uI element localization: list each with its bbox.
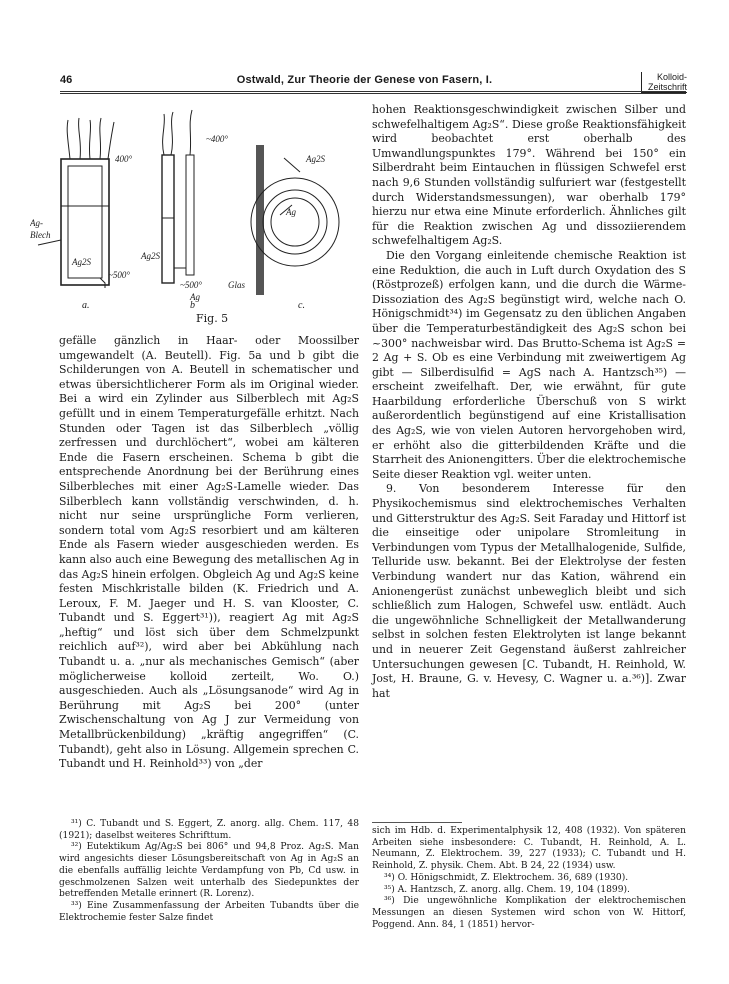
footnotes-left — [59, 819, 359, 924]
label-c: c. — [298, 300, 305, 311]
journal-name-line1: Kolloid- — [656, 72, 687, 82]
label-400-b: ~400° — [206, 134, 228, 144]
footnote-33: ³³) Eine Zusammenfassung der Arbeiten Tubandts über die Elektrochemie fester Salze findet — [59, 900, 359, 923]
footnote-separator — [372, 822, 462, 823]
right-paragraph-2: Die den Vorgang einleitende chemische Reaktion ist eine Reduktion, die auch in Luft durch Oxydation des S (Röstprozeß) erfolgen kann, und die durch die Wärme-Dissoziation des Ag₂S begünstigt wird, welche nach O. Hönigschmidt³⁴) im Gegensatz zu den üblichen Angaben über die Temperaturbeständigkeit des Ag₂S schon bei ~300° nachweisbar wird. Das Brutto-Schema ist Ag₂S = 2 Ag + S. Ob es eine Verbindung mit zweiwertigem Ag gibt — Silberdisulfid = AgS nach A. Hantzsch³⁵) — erscheint zweifelhaft. Der, wie erwähnt, für gute Haarbildung erforderliche Überschuß von S wirkt außerordentlich begünstigend auf eine Kristallisation des Ag₂S, wie von vielen Autoren hervorgehoben wird, er erhöht also die gitterbildenden Kräfte und die Starrheit des Anionengitters. Über die elektrochemische Seite dieser Reaktion vgl. weiter unten. — [372, 248, 687, 481]
running-title: Ostwald, Zur Theorie der Genese von Fasern, I. — [236, 74, 493, 86]
right-column — [372, 103, 686, 701]
footnote-35: ³⁵) A. Hantzsch, Z. anorg. allg. Chem. 19, 104 (1899). — [384, 884, 630, 895]
journal-name — [641, 72, 687, 93]
label-ag-blech-2: Blech — [30, 230, 51, 240]
scheme-c — [251, 145, 339, 295]
journal-name-line2: Zeitschrift — [647, 82, 687, 92]
left-paragraph: gefälle gänzlich in Haar- oder Moossilber umgewandelt (A. Beutell). Fig. 5a und b gibt die Schilderungen von A. Beutell in schematischer und etwas übersichtlicherer Form als im Original wieder. Bei a wird ein Zylinder aus Silberblech mit Ag₂S gefüllt und in einem Temperaturgefälle erhitzt. Nach Stunden oder Tagen ist das Silberblech „völlig zerfressen und durchlöchert“, wobei am kälteren Ende die Fasern erscheinen. Schema b gibt die entsprechende Anordnung bei der Berührung eines Silberbleches mit einer Ag₂S-Lamelle wieder. Das Silberblech kann vollständig verschwinden, d. h. nicht nur seine ursprüngliche Form verlieren, sondern total vom Ag₂S resorbiert und am kälteren Ende als Fasern wieder ausgeschieden werden. Es kann also auch eine Bewegung des metallischen Ag in das Ag₂S hinein erfolgen. Obgleich Ag und Ag₂S keine festen Mischkristalle bilden (K. Friedrich und A. Leroux, F. M. Jaeger und H. S. van Klooster, C. Tubandt und S. Eggert³¹)), reagiert Ag mit Ag₂S „heftig“ und löst sich über dem Schmelzpunkt reichlich auf³²), wird aber bei Abkühlung nach Tubandt u. a. „nur als mechanisches Gemisch“ (aber möglicherweise kolloid zerteilt, Wo. O.) ausgeschieden. Auch als „Lösungsanode“ wird Ag in Berührung mit Ag₂S bei 200° (unter Zwischenschaltung von Ag J zur Vermeidung von Metallbrückenbildung) „kräftig angegriffen“ (C. Tubandt), geht also in Lösung. Allgemein sprechen C. Tubandt und H. Reinhold³³) von „der — [59, 334, 359, 771]
page-number: 46 — [60, 74, 73, 86]
footnote-32: ³²) Eutektikum Ag/Ag₂S bei 806° und 94,8 Proz. Ag₂S. Man wird angesichts dieser Lösungsbereitschaft von Ag in Ag₂S an die ebenfalls auffällig leichte Verdampfung von Pb, Cd usw. in geschmolzenen Salzen weit unterhalb des Siedepunktes der betreffenden Metalle erinnert (R. Lorenz). — [59, 842, 359, 900]
running-header — [0, 74, 729, 98]
left-column — [59, 334, 359, 772]
header-rule — [60, 91, 686, 94]
label-a: a. — [82, 300, 90, 311]
label-ag-b: Ag — [190, 292, 200, 302]
scheme-b — [162, 110, 194, 283]
label-500-b: ~500° — [180, 280, 202, 290]
figure-caption: Fig. 5 — [196, 312, 229, 325]
footnote-31: ³¹) C. Tubandt und S. Eggert, Z. anorg. allg. Chem. 117, 48 (1921); daselbst weiteres Schrifttum. — [59, 819, 359, 841]
footnote-34: ³⁴) O. Hönigschmidt, Z. Elektrochem. 36, 689 (1930). — [384, 872, 629, 883]
footnotes-right — [372, 826, 686, 931]
label-500-a: ~500° — [108, 270, 130, 280]
label-ag2s-b: Ag2S — [141, 251, 160, 261]
figure-5-diagram — [30, 100, 365, 330]
label-b: b — [190, 300, 195, 311]
right-paragraph-3: 9. Von besonderem Interesse für den Physikochemismus sind elektrochemisches Verhalten und Gitterstruktur des Ag₂S. Seit Faraday und Hittorf ist die einseitige oder unipolare Stromleitung in Verbindungen vom Typus der Metallhalogenide, Sulfide, Telluride usw. bekannt. Bei der Elektrolyse der festen Verbindung wandert nur das Kation, während ein Anionengerüst zunächst unbeweglich bleibt und sich schließlich zum Halogen, Schwefel usw. entlädt. Auch die ungewöhnliche Schnelligkeit der Metallwanderung selbst in solchen festen Elektrolyten ist lange bekannt und in neuerer Zeit Gegenstand äußerst zahlreicher Untersuchungen gewesen [C. Tubandt, H. Reinhold, W. Jost, H. Braune, G. v. Hevesy, C. Wagner u. a.³⁶)]. Zwar hat — [372, 482, 686, 700]
footnote-33-continued: sich im Hdb. d. Experimentalphysik 12, 408 (1932). Von späteren Arbeiten siehe insbesondere: C. Tubandt, H. Reinhold, A. L. Neumann, Z. Elektrochem. 39, 227 (1933); C. Tubandt und H. Reinhold, Z. physik. Chem. Abt. B 24, 22 (1934) usw. — [372, 826, 686, 872]
right-paragraph-1: hohen Reaktionsgeschwindigkeit zwischen Silber und schwefelhaltigem Ag₂S“. Diese große Reaktionsfähigkeit wird beobachtet erst oberhalb des Umwandlungspunktes 179°. Während bei 150° ein Silberdraht beim Eintauchen in flüssigen Schwefel erst nach 9,6 Stunden vollständig sulfuriert war (festgestellt durch Widerstandsmessungen), war oberhalb 179° hierzu nur etwa eine Minute erforderlich. Ähnliches gilt für die Reaktion zwischen Ag und dissoziierendem schwefelhaltigem Ag₂S. — [372, 103, 686, 248]
label-ag-c: Ag — [286, 207, 296, 217]
label-ag2s-c: Ag2S — [306, 154, 325, 164]
label-ag2s-a: Ag2S — [72, 257, 91, 267]
label-400-a: 400° — [115, 154, 133, 164]
label-glas: Glas — [228, 280, 246, 290]
footnote-36: ³⁶) Die ungewöhnliche Komplikation der elektrochemischen Messungen an diesen Systemen wird schon von W. Hittorf, Poggend. Ann. 84, 1 (1851) hervor- — [372, 896, 686, 930]
label-ag-blech-1: Ag- — [30, 218, 43, 228]
